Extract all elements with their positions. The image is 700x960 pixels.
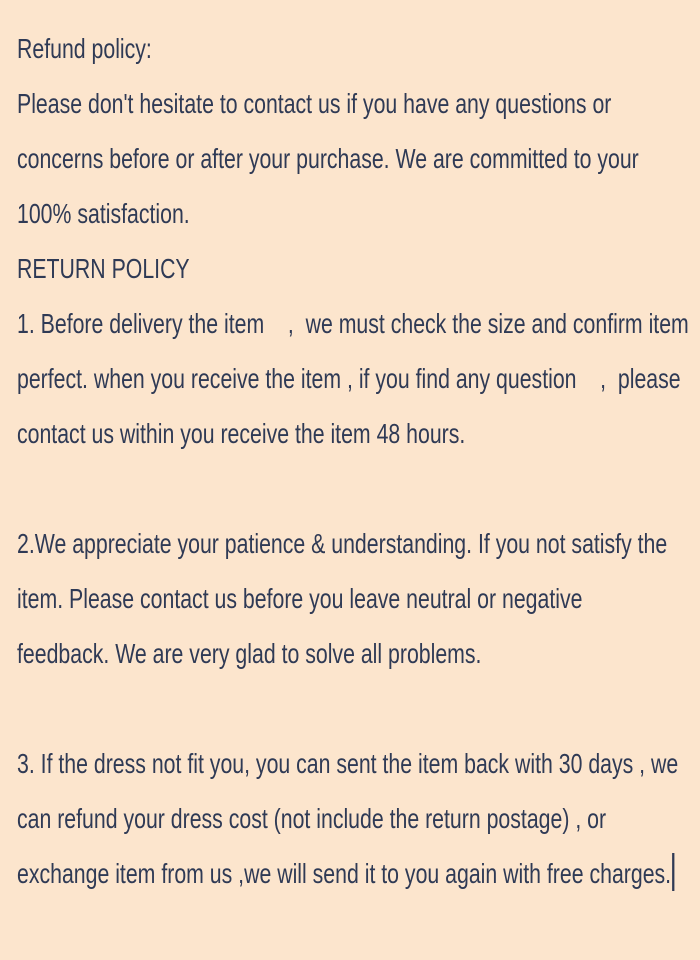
policy-text-area[interactable]	[17, 21, 700, 901]
policy-line-text: exchange item from us ,we will send it to you again with free charges.	[17, 858, 672, 889]
policy-line: feedback. We are very glad to solve all problems.	[17, 638, 482, 669]
policy-line: 100% satisfaction.	[17, 198, 190, 229]
policy-line: 3. If the dress not fit you, you can sent the item back with 30 days , we	[17, 748, 679, 779]
return-policy-heading: RETURN POLICY	[17, 253, 190, 284]
policy-line: contact us within you receive the item 48 hours.	[17, 418, 466, 449]
blank-line	[17, 461, 536, 516]
policy-line: 1. Before delivery the item , we must check the size and confirm item	[17, 308, 689, 339]
policy-line: can refund your dress cost (not include the return postage) , or	[17, 803, 607, 834]
policy-line	[17, 846, 672, 901]
policy-line: perfect. when you receive the item , if you find any question , please	[17, 363, 681, 394]
refund-policy-heading: Refund policy:	[17, 33, 152, 64]
policy-line: Please don't hesitate to contact us if you have any questions or	[17, 88, 612, 119]
policy-line: concerns before or after your purchase. We are committed to your	[17, 143, 639, 174]
text-cursor-caret	[672, 853, 674, 891]
policy-line: 2.We appreciate your patience & understanding. If you not satisfy the	[17, 528, 668, 559]
policy-line: item. Please contact us before you leave neutral or negative	[17, 583, 583, 614]
blank-line	[17, 681, 536, 736]
